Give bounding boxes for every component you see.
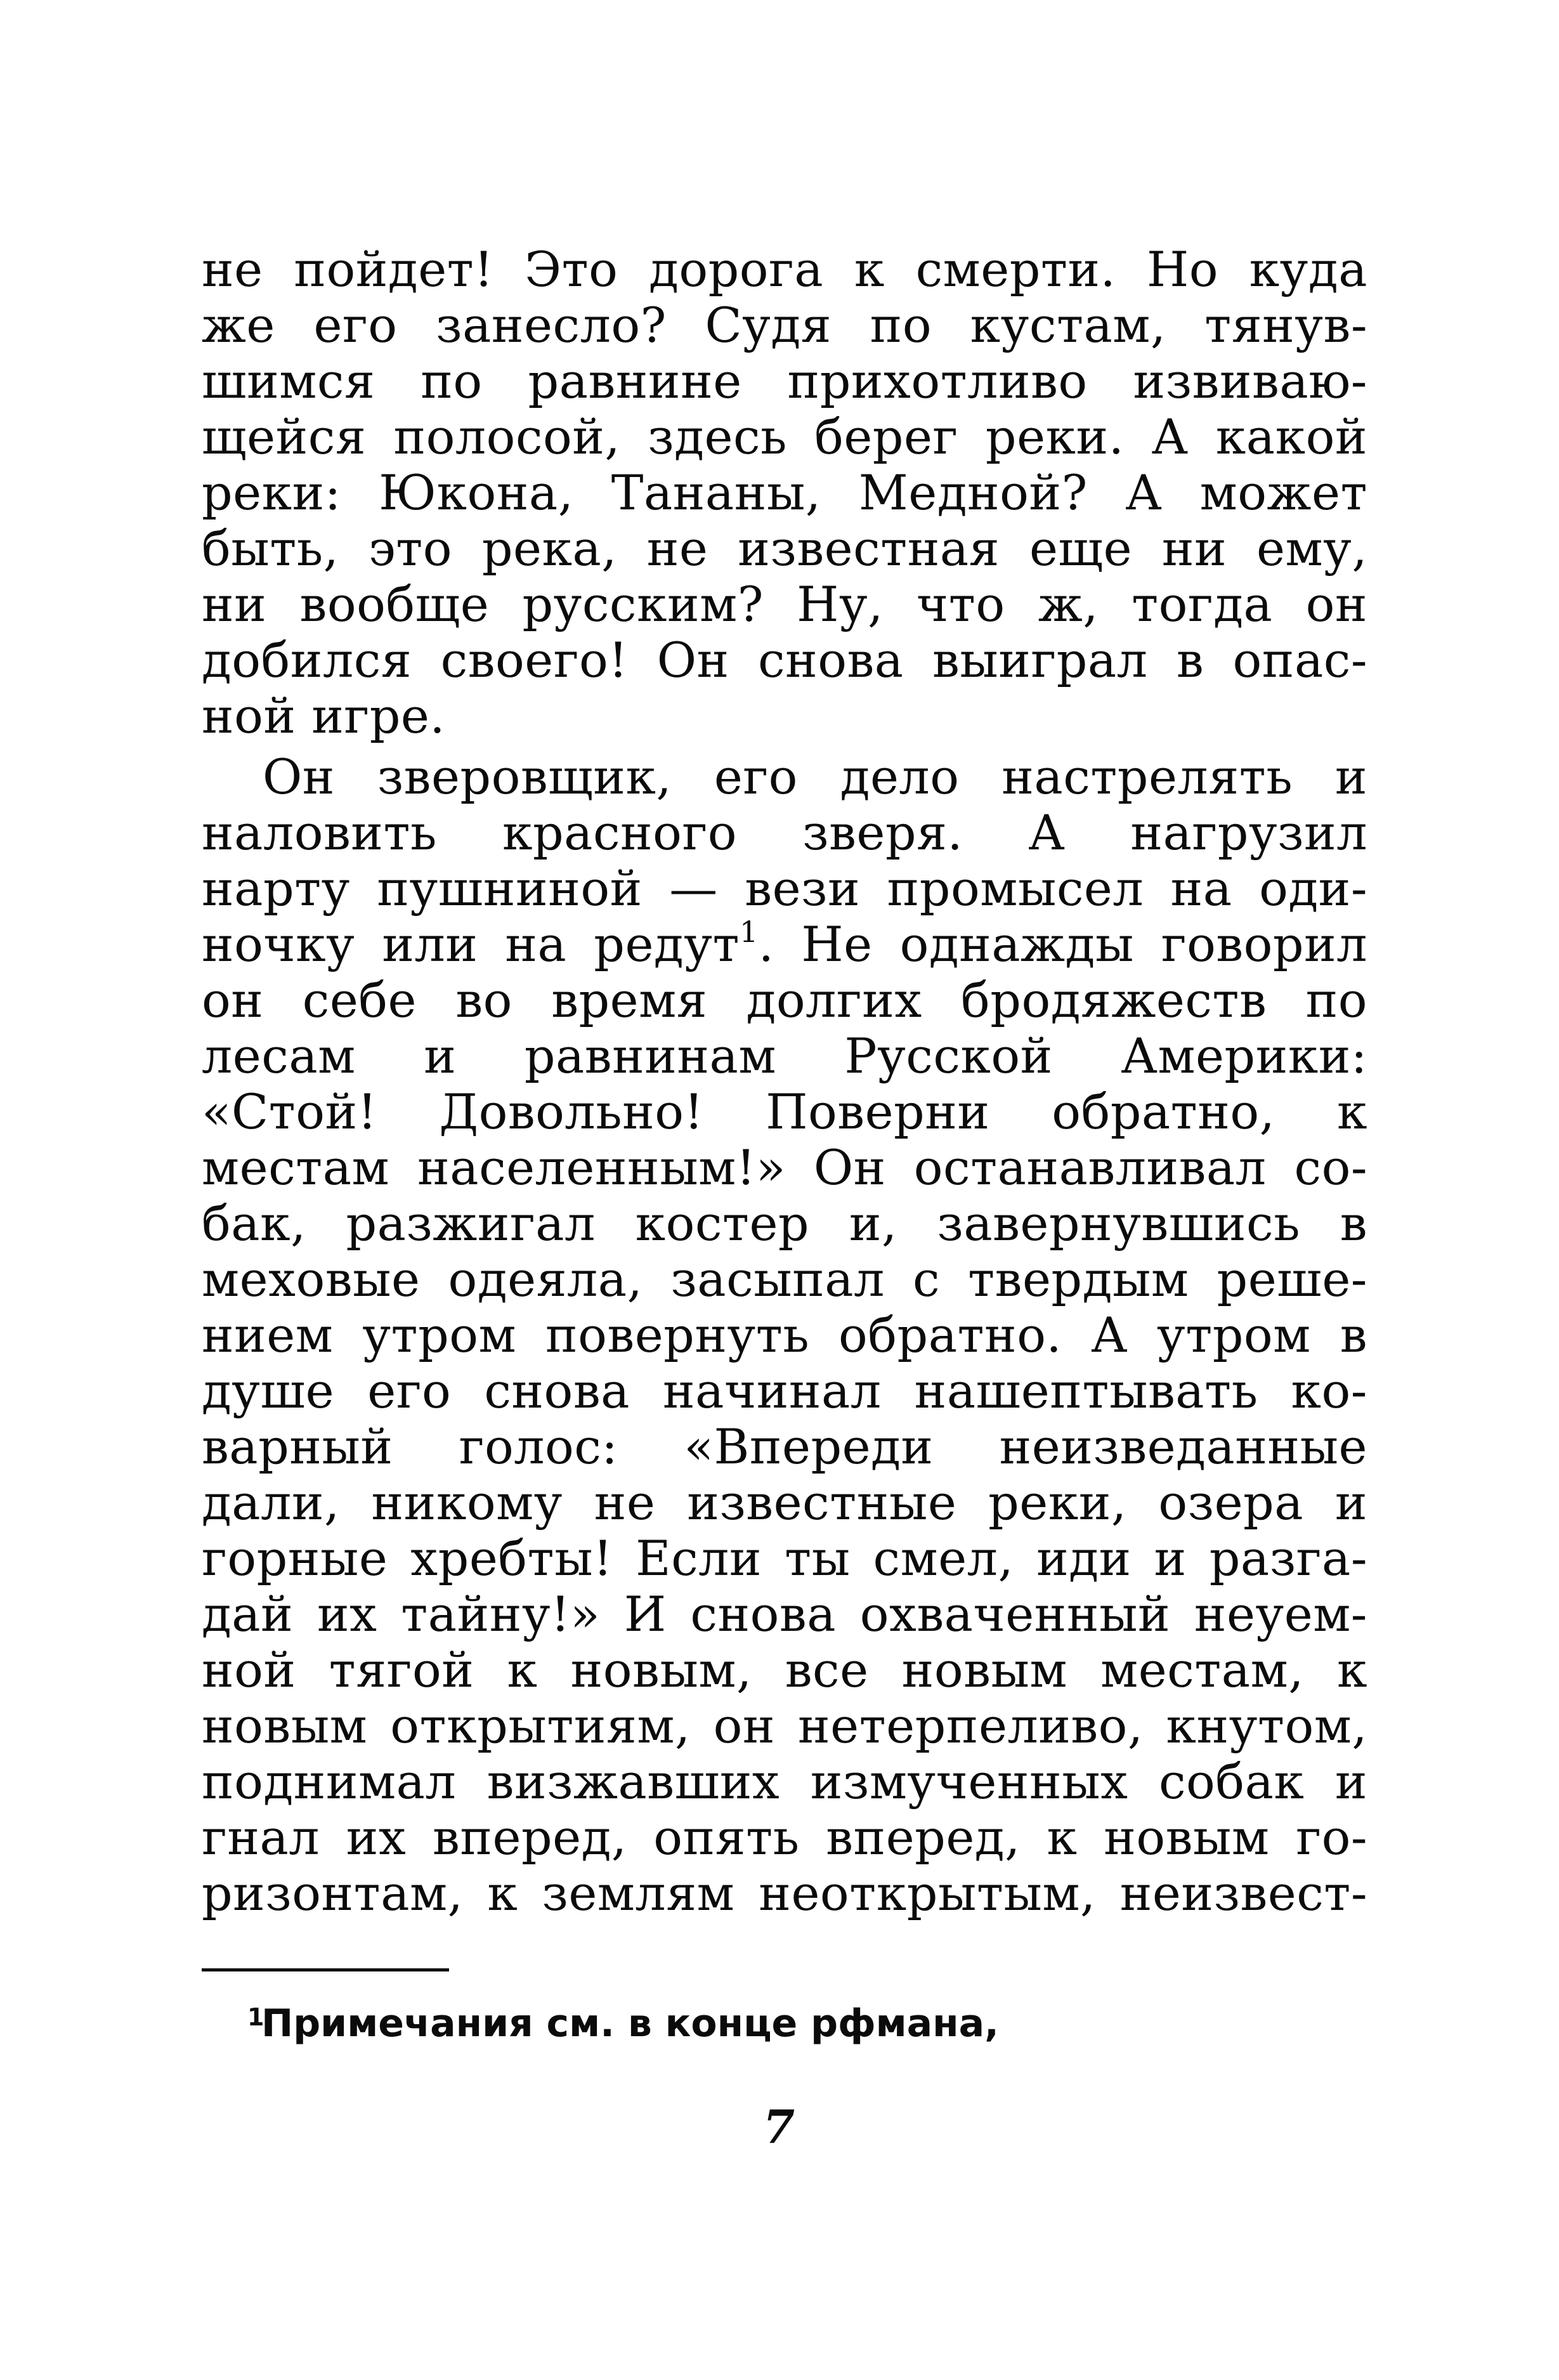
text-line: бак, разжигал костер и, завернувшись в [202, 1195, 1367, 1252]
text-line: быть, это река, не известная еще ни ему, [202, 520, 1367, 577]
text-line: дай их тайну!» И снова охваченный неуем- [202, 1586, 1367, 1642]
text-line: горные хребты! Если ты смел, иди и разга- [202, 1530, 1367, 1586]
text-line: душе его снова начинал нашептывать ко- [202, 1363, 1367, 1419]
text-line: не пойдет! Это дорога к смерти. Но куда [202, 241, 1367, 298]
text-line: Он зверовщик, его дело настрелять и [263, 749, 1367, 805]
footnote-text: Примечания см. в конце рфмана, [261, 2001, 999, 2046]
text-line: ной игре. [202, 688, 445, 744]
text-line: варный голос: «Впереди неизведанные [202, 1418, 1367, 1475]
text-line: ризонтам, к землям неоткрытым, неизвест- [202, 1865, 1367, 1921]
text-line: меховые одеяла, засыпал с твердым реше- [202, 1251, 1367, 1307]
text-line: новым открытиям, он нетерпеливо, кнутом, [202, 1697, 1367, 1754]
footnote [247, 1998, 999, 2049]
text-line: реки: Юкона, Тананы, Медной? А может [202, 464, 1367, 521]
text-line: местам населенным!» Он останавливал со- [202, 1139, 1367, 1196]
text-line: же его занесло? Судя по кустам, тянув- [202, 297, 1367, 353]
text-line: дали, никому не известные реки, озера и [202, 1474, 1367, 1531]
text-line: шимся по равнине прихотливо извиваю- [202, 353, 1367, 409]
text-line: ни вообще русским? Ну, что ж, тогда он [202, 576, 1367, 632]
text-line: он себе во время долгих бродяжеств по [202, 972, 1367, 1028]
page-number: 7 [762, 2100, 795, 2154]
footnote-marker: 1 [247, 2003, 264, 2031]
text-line: ной тягой к новым, все новым местам, к [202, 1642, 1367, 1698]
text-fragment: . Не однажды говорил [758, 916, 1367, 972]
text-line: нарту пушниной — вези промысел на оди- [202, 860, 1367, 917]
footnote-reference: 1 [740, 915, 759, 949]
text-line: нием утром повернуть обратно. А утром в [202, 1307, 1367, 1363]
text-line: щейся полосой, здесь берег реки. А какой [202, 409, 1367, 465]
text-line: добился своего! Он снова выиграл в опас- [202, 632, 1367, 688]
text-line: гнал их вперед, опять вперед, к новым го- [202, 1809, 1367, 1866]
footnote-divider [202, 1968, 449, 1971]
text-line: наловить красного зверя. А нагрузил [202, 804, 1367, 861]
text-line: лесам и равнинам Русской Америки: [202, 1028, 1367, 1084]
text-line: поднимал визжавших измученных собак и [202, 1753, 1367, 1810]
text-fragment: ночку или на редут [202, 916, 740, 972]
text-line: «Стой! Довольно! Поверни обратно, к [202, 1083, 1367, 1140]
